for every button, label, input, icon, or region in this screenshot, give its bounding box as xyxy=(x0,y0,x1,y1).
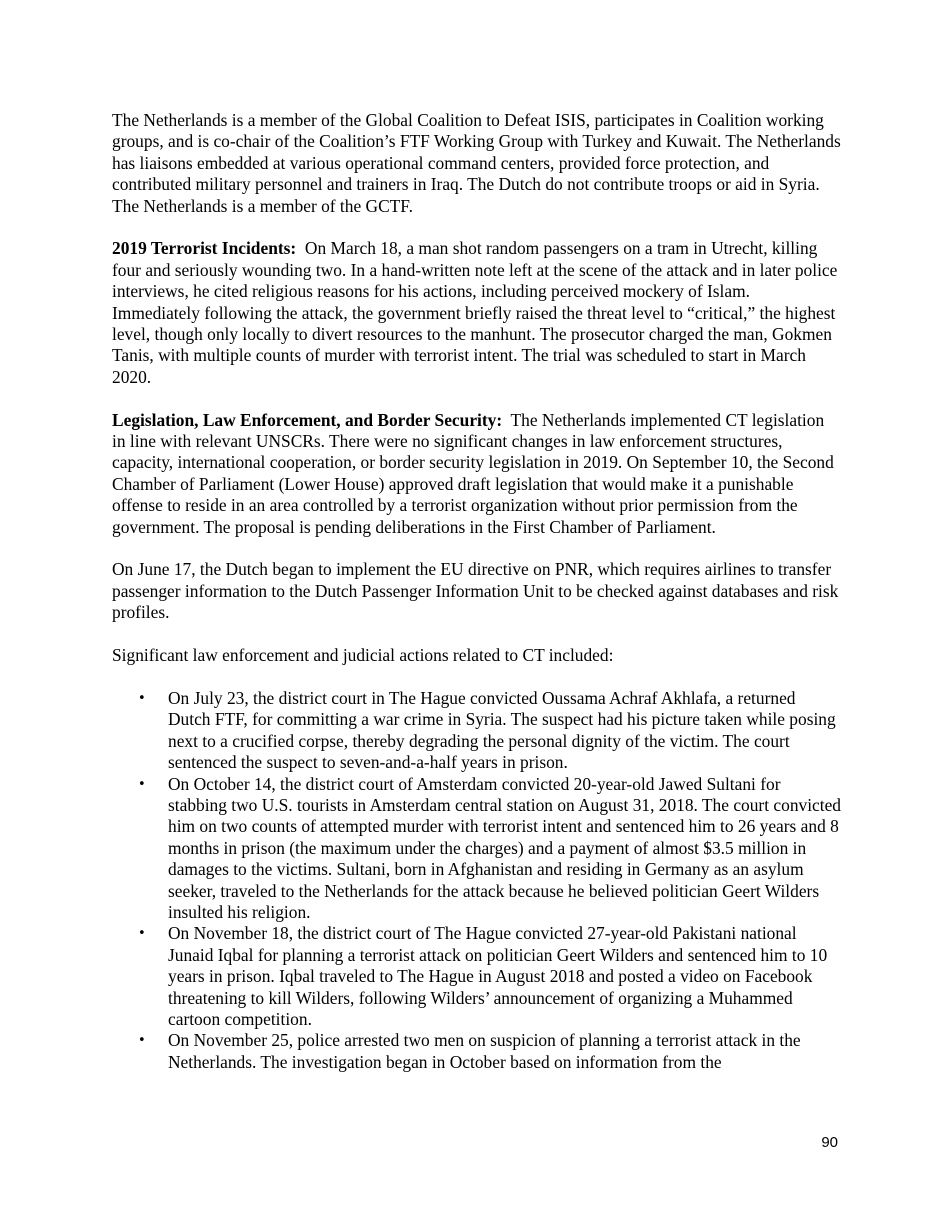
list-item xyxy=(112,774,842,924)
bullet-icon: • xyxy=(138,926,146,942)
list-item-text: On October 14, the district court of Amsterdam convicted 20-year-old Jawed Sultani for stabbing two U.S. tourists in Amsterdam central station on August 31, 2018. The court convicted him on two counts of attempted murder with terrorist intent and sentenced him to 26 years and 8 months in prison (the maximum under the charges) and a payment of almost $3.5 million in damages to the victims. Sultani, born in Afghanistan and residing in Germany as an asylum seeker, traveled to the Netherlands for the attack because he believed politician Geert Wilders insulted his religion. xyxy=(168,773,842,922)
incidents-heading: 2019 Terrorist Incidents: xyxy=(112,238,297,259)
document-page xyxy=(112,110,842,1073)
list-item-text: On November 25, police arrested two men on suspicion of planning a terrorist attack in the Netherlands. The investigation began in October based on information from the xyxy=(168,1030,801,1072)
bullet-icon: • xyxy=(138,690,146,706)
coalition-paragraph: The Netherlands is a member of the Global Coalition to Defeat ISIS, participates in Coalition working groups, and is co-chair of the Coalition’s FTF Working Group with Turkey and Kuwait. The Netherlands has liaisons embedded at various operational command centers, provided force protection, and contributed military personnel and trainers in Iraq. The Dutch do not contribute troops or aid in Syria. The Netherlands is a member of the GCTF. xyxy=(112,110,841,216)
list-item-text: On July 23, the district court in The Hague convicted Oussama Achraf Akhlafa, a returned Dutch FTF, for committing a war crime in Syria. The suspect had his picture taken while posing next to a crucified corpse, thereby degrading the personal dignity of the victim. The court sentenced the suspect to seven-and-a-half years in prison. xyxy=(168,687,836,773)
list-item xyxy=(112,923,842,1030)
legislation-heading: Legislation, Law Enforcement, and Border Security: xyxy=(112,409,503,430)
list-item-text: On November 18, the district court of The Hague convicted 27-year-old Pakistani national Junaid Iqbal for planning a terrorist attack on politician Geert Wilders and sentenced him to 10 years in prison. Iqbal traveled to The Hague in August 2018 and posted a video on Facebook threatening to kill Wilders, following Wilders’ announcement of organizing a Muhammed cartoon competition. xyxy=(168,923,828,1029)
list-item xyxy=(112,1030,842,1073)
legislation-paragraph xyxy=(112,410,842,538)
list-item xyxy=(112,688,842,774)
actions-intro: Significant law enforcement and judicial actions related to CT included: xyxy=(112,645,614,666)
page-number: 90 xyxy=(821,1134,838,1151)
pnr-paragraph: On June 17, the Dutch began to implement the EU directive on PNR, which requires airlines to transfer passenger information to the Dutch Passenger Information Unit to be checked against databases and risk profiles. xyxy=(112,559,839,623)
incidents-paragraph xyxy=(112,238,842,388)
bullet-icon: • xyxy=(138,776,146,792)
legislation-text: The Netherlands implemented CT legislation in line with relevant UNSCRs. There were no significant changes in law enforcement structures, capacity, international cooperation, or border security legislation in 2019. On September 10, the Second Chamber of Parliament (Lower House) approved draft legislation that would make it a punishable offense to reside in an area controlled by a terrorist organization without prior permission from the government. The proposal is pending deliberations in the First Chamber of Parliament. xyxy=(112,409,834,537)
actions-list xyxy=(112,688,842,1073)
bullet-icon: • xyxy=(138,1033,146,1049)
incidents-text: On March 18, a man shot random passengers on a tram in Utrecht, killing four and seriously wounding two. In a hand-written note left at the scene of the attack and in later police interviews, he cited religious reasons for his actions, including perceived mockery of Islam. Immediately following the attack, the government briefly raised the threat level to “critical,” the highest level, though only locally to divert resources to the manhunt. The prosecutor charged the man, Gokmen Tanis, with multiple counts of murder with terrorist intent. The trial was scheduled to start in March 2020. xyxy=(112,238,838,387)
